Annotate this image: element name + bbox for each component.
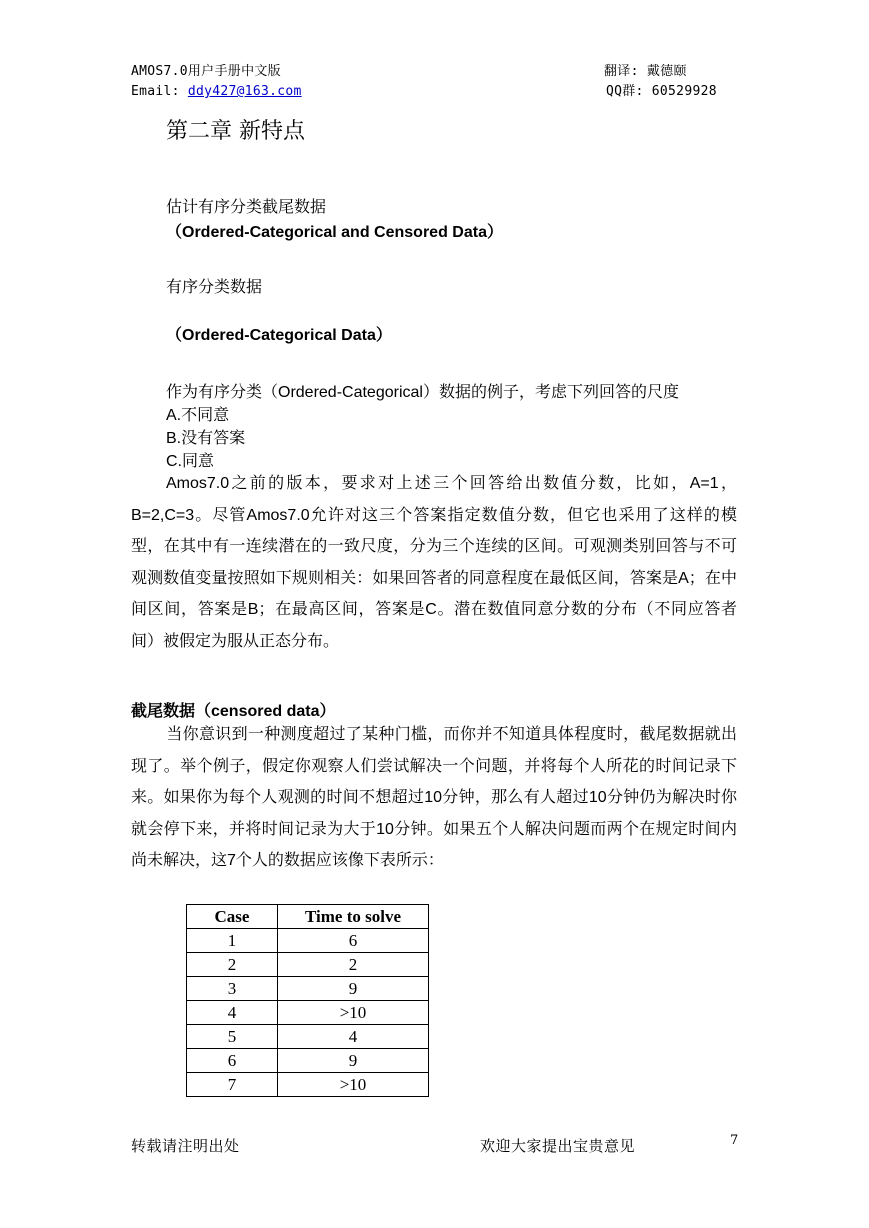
column-header-time: Time to solve <box>278 905 429 929</box>
section3-paragraph-text: 当你意识到一种测度超过了某种门槛，而你并不知道具体程度时，截尾数据就出现了。举个例子，假定你观察人们尝试解决一个问题，并将每个人所花的时间记录下来。如果你为每个人观测的时间不想超过10分钟，那么有人超过10分钟仍为解决时你就会停下来，并将时间记录为大于10分钟。如果五个人解决问题而两个在规定时间内尚未解决，这7个人的数据应该像下表所示： <box>131 726 737 869</box>
time-to-solve-table <box>186 904 429 1097</box>
case-cell: 7 <box>187 1073 278 1097</box>
table-row <box>187 929 429 953</box>
table-row <box>187 1073 429 1097</box>
time-cell: 6 <box>278 929 429 953</box>
option-c: C.同意 <box>166 453 215 470</box>
header-translator: 翻译: 戴德颐 <box>604 64 687 79</box>
table-row <box>187 953 429 977</box>
footer-center: 欢迎大家提出宝贵意见 <box>480 1137 636 1155</box>
case-cell: 4 <box>187 1001 278 1025</box>
section3-title: 截尾数据（censored data） <box>131 703 336 720</box>
case-cell: 1 <box>187 929 278 953</box>
section2-title-en: （Ordered-Categorical Data） <box>166 327 392 344</box>
time-cell: 9 <box>278 1049 429 1073</box>
section2-paragraph-text: Amos7.0之前的版本，要求对上述三个回答给出数值分数，比如，A=1，B=2,C=3。尽管Amos7.0允许对这三个答案指定数值分数，但它也采用了这样的模型，在其中有一连续潜在的一致尺度，分为三个连续的区间。可观测类别回答与不可观测数值变量按照如下规则相关：如果回答者的同意程度在最低区间，答案是A；在中间区间，答案是B；在最高区间，答案是C。潜在数值同意分数的分布（不同应答者间）被假定为服从正态分布。 <box>131 475 737 650</box>
footer-left: 转载请注明出处 <box>131 1137 240 1155</box>
column-header-case: Case <box>187 905 278 929</box>
table-row <box>187 1025 429 1049</box>
option-b: B.没有答案 <box>166 430 246 447</box>
chapter-title: 第二章 新特点 <box>166 119 305 144</box>
time-cell: 4 <box>278 1025 429 1049</box>
case-cell: 2 <box>187 953 278 977</box>
option-a: A.不同意 <box>166 407 230 424</box>
email-link[interactable]: ddy427@163.com <box>187 84 302 99</box>
table-row <box>187 977 429 1001</box>
table-row <box>187 1001 429 1025</box>
header-qq: QQ群: 60529928 <box>606 84 717 99</box>
case-cell: 6 <box>187 1049 278 1073</box>
time-cell: 9 <box>278 977 429 1001</box>
time-cell: 2 <box>278 953 429 977</box>
section1-title-cn: 估计有序分类截尾数据 <box>166 199 327 216</box>
header-email <box>131 84 302 100</box>
case-cell: 3 <box>187 977 278 1001</box>
section2-intro: 作为有序分类（Ordered-Categorical）数据的例子，考虑下列回答的尺度 <box>166 384 679 401</box>
table-header-row <box>187 905 429 929</box>
email-label: Email: <box>131 84 188 99</box>
page-number: 7 <box>730 1133 739 1148</box>
section2-paragraph <box>131 468 737 657</box>
section1-title-en: （Ordered-Categorical and Censored Data） <box>166 224 503 241</box>
case-cell: 5 <box>187 1025 278 1049</box>
header-title: AMOS7.0用户手册中文版 <box>131 64 281 79</box>
section2-title-cn: 有序分类数据 <box>166 279 263 296</box>
time-cell: >10 <box>278 1001 429 1025</box>
time-cell: >10 <box>278 1073 429 1097</box>
section3-paragraph <box>131 719 737 877</box>
table-row <box>187 1049 429 1073</box>
